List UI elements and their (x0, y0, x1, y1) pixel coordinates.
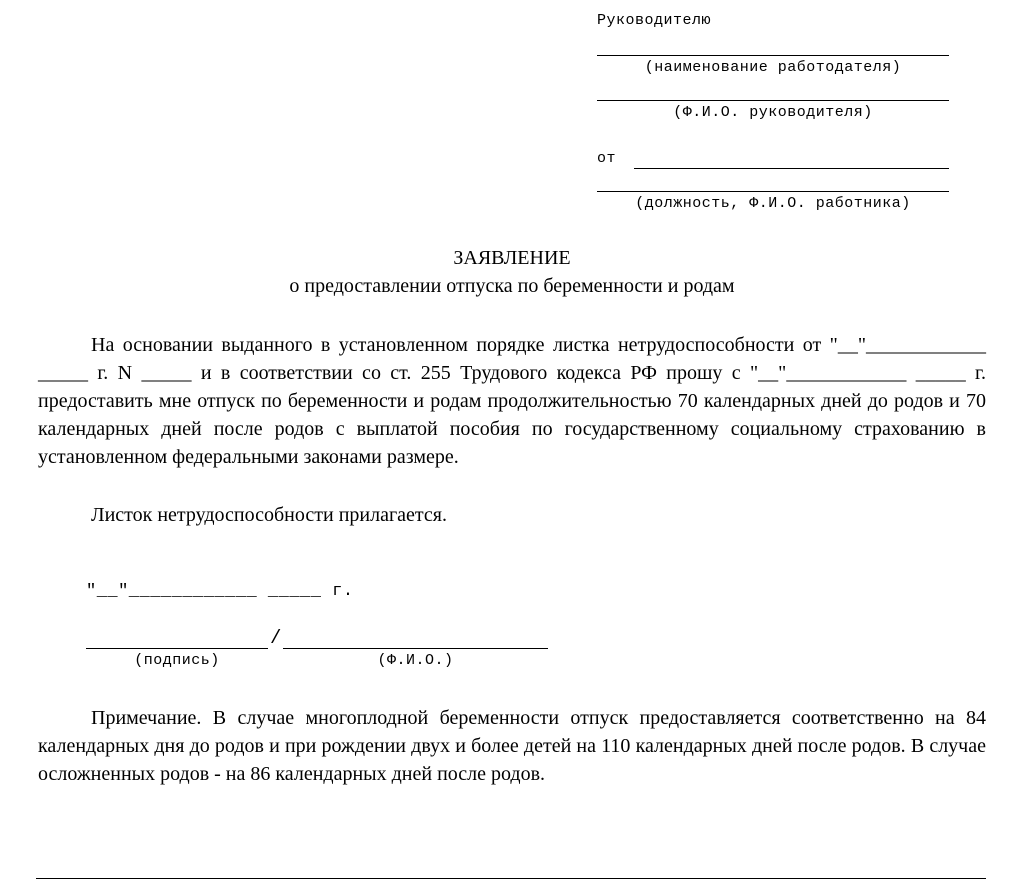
head-caption: (Ф.И.О. руководителя) (673, 104, 873, 121)
from-line (634, 168, 949, 169)
employer-caption: (наименование работодателя) (644, 59, 902, 76)
signature-line (86, 648, 268, 649)
signer-name-line (283, 648, 548, 649)
signer-name-caption: (Ф.И.О.) (377, 652, 454, 669)
document-title: ЗАЯВЛЕНИЕ (453, 247, 571, 269)
bottom-divider (36, 878, 986, 879)
employee-caption: (должность, Ф.И.О. работника) (635, 195, 911, 212)
signature-caption: (подпись) (134, 652, 220, 669)
from-label: от (597, 150, 617, 167)
main-paragraph: На основании выданного в установленном порядке листка нетрудоспособности от "__"____________ _____ г. N _____ и в соответствии со ст. 255 Трудового кодекса РФ прошу с "__"____________ _____ г. предоставить мне отпуск по беременности и родам продолжительностью 70 календарных дней до родов и 70 календарных дней после родов с выплатой пособия по государственному социальному страхованию в установленном федеральными законами размере. (38, 334, 986, 468)
document-subtitle: о предоставлении отпуска по беременности и родам (289, 275, 735, 297)
head-name-line (597, 100, 949, 101)
employee-line (597, 191, 949, 192)
signature-separator: / (270, 627, 282, 649)
signature-date-line: "__"____________ _____ г. (86, 582, 354, 601)
attachment-paragraph: Листок нетрудоспособности прилагается. (91, 504, 447, 526)
employer-name-line (597, 55, 949, 56)
addressee-to-label: Руководителю (597, 12, 712, 29)
note-paragraph: Примечание. В случае многоплодной беременности отпуск предоставляется соответственно на 84 календарных дня до родов и при рождении двух и более детей на 110 календарных дней после родов. В случае осложненных родов - на 86 календарных дней после родов. (38, 707, 986, 785)
